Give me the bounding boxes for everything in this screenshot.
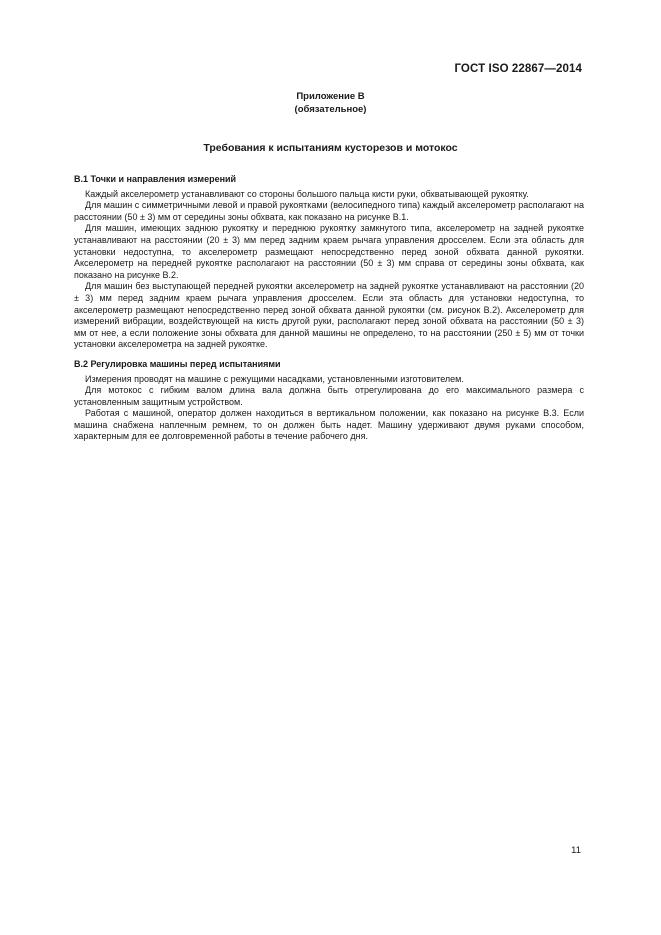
annex-title: Требования к испытаниям кусторезов и мотокос [203, 142, 458, 154]
page-number: 11 [571, 845, 581, 856]
paragraph: Для мотокос с гибким валом длина вала должна быть отрегулирована до его максимального размера с установленным защитным устройством. [74, 385, 584, 407]
paragraph: Измерения проводят на машине с режущими насадками, установленными изготовителем. [85, 373, 464, 384]
section-b2 [74, 359, 584, 443]
paragraph: Для машин без выступающей передней рукоятки акселерометр на задней рукоятке устанавливают на расстоянии (20 ± 3) мм перед задним краем рычага управления дросселем. Если эта область для установки недоступна, то акселерометр размещают непосредственно перед зоной обхвата данной рукоятки (см. рисунок B.2). Акселерометр для измерений вибрации, воздействующей на кисть другой руки, располагают перед зоной обхвата на расстоянии (50 ± 3) мм от нее, а если положение зоны обхвата для данной машины не определено, то на расстоянии (250 ± 5) мм от точки установки акселерометра на задней рукоятке. [74, 281, 584, 350]
annex-heading [0, 91, 661, 116]
paragraph: Работая с машиной, оператор должен находиться в вертикальном положении, как показано на рисунке B.3. Если машина снабжена наплечным ремнем, то он должен быть надет. Машину удерживают двумя руками способом, характерным для ее долговременной работы в течение рабочего дня. [74, 408, 584, 442]
document-body [74, 174, 584, 443]
section-gap [74, 351, 584, 359]
section-b1 [74, 174, 584, 351]
document-code: ГОСТ ISO 22867—2014 [454, 63, 582, 75]
paragraph: Для машин, имеющих заднюю рукоятку и переднюю рукоятку замкнутого типа, акселерометр на задней рукоятке устанавливают на расстоянии (20 ± 3) мм перед задним краем рычага управления дросселем. Если эта область для установки недоступна, то акселерометр размещают непосредственно перед зоной обхвата данной рукоятки. Акселерометр на передней рукоятке располагают на расстоянии (50 ± 3) мм справа от середины зоны обхвата, как показано на рисунке B.2. [74, 223, 584, 280]
annex-status: (обязательное) [294, 103, 367, 115]
section-heading: B.1 Точки и направления измерений [74, 174, 237, 184]
paragraph: Каждый акселерометр устанавливают со стороны большого пальца кисти руки, обхватывающей рукоятку. [85, 188, 529, 199]
section-heading: B.2 Регулировка машины перед испытаниями [74, 358, 281, 369]
paragraph: Для машин с симметричными левой и правой рукоятками (велосипедного типа) каждый акселерометр располагают на расстоянии (50 ± 3) мм от середины зоны обхвата, как показано на рисунке B.1. [74, 200, 584, 222]
annex-label: Приложение B [296, 91, 365, 102]
